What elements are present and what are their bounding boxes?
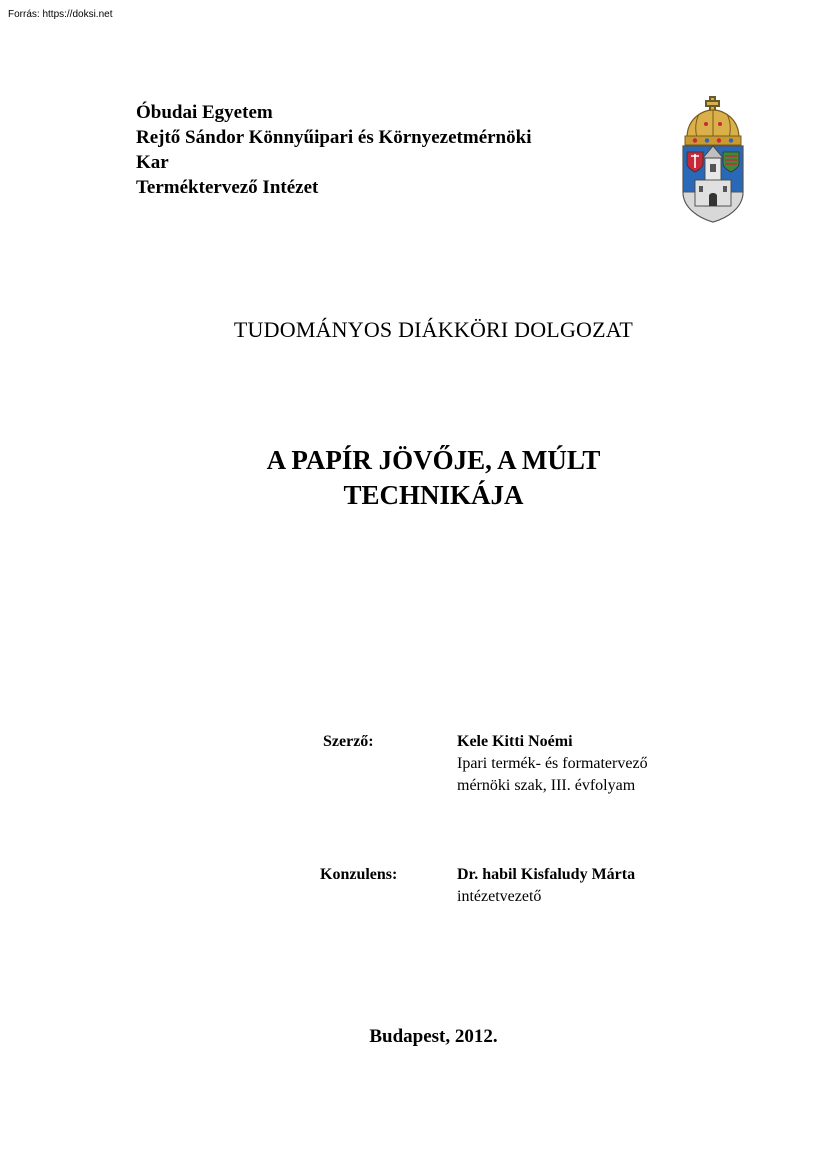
shield-icon — [683, 146, 743, 222]
source-note: Forrás: https://doksi.net — [8, 9, 113, 20]
consultant-name: Dr. habil Kisfaludy Márta — [457, 866, 636, 883]
author-detail-line2: mérnöki szak, III. évfolyam — [457, 777, 636, 794]
university-crest-icon — [677, 96, 749, 224]
author-name: Kele Kitti Noémi — [457, 733, 573, 750]
consultant-position: intézetvezető — [457, 888, 542, 905]
author-detail-line1: Ipari termék- és formatervező — [457, 755, 648, 772]
thesis-title-line1: A PAPÍR JÖVŐJE, A MÚLT — [266, 445, 601, 475]
crown-icon — [685, 110, 741, 145]
author-section — [0, 731, 827, 801]
faculty-name-line1: Rejtő Sándor Könnyűipari és Környezetmérnöki — [136, 127, 532, 148]
consultant-section — [0, 864, 827, 914]
university-name: Óbudai Egyetem — [136, 102, 273, 123]
place-and-date: Budapest, 2012. — [369, 1026, 498, 1047]
thesis-title — [0, 443, 827, 513]
document-type: TUDOMÁNYOS DIÁKKÖRI DOLGOZAT — [233, 317, 634, 342]
thesis-title-line2: TECHNIKÁJA — [343, 480, 524, 510]
consultant-label: Konzulens: — [320, 866, 398, 883]
crown-cross-icon — [706, 97, 719, 111]
author-label: Szerző: — [323, 733, 374, 750]
institution-block — [136, 100, 636, 200]
author-details — [457, 731, 648, 797]
institute-name: Terméktervező Intézet — [136, 177, 319, 198]
faculty-name-line2: Kar — [136, 152, 169, 173]
consultant-details — [457, 864, 635, 908]
